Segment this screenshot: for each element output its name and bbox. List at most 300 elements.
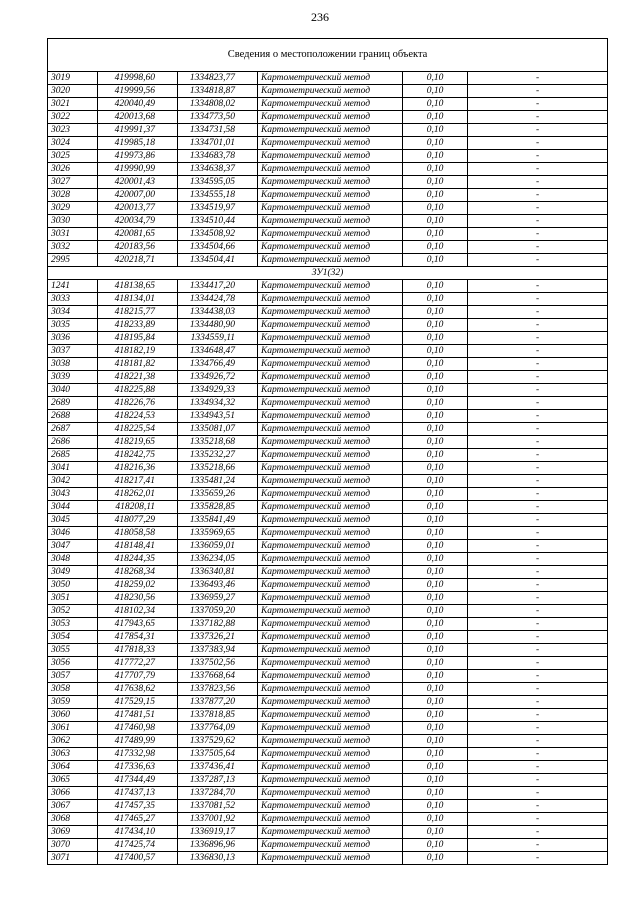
point-number: 2995 bbox=[48, 254, 98, 267]
table-row bbox=[48, 592, 608, 605]
description-cell: - bbox=[468, 709, 608, 722]
method-cell: Картометрический метод bbox=[258, 228, 403, 241]
error-cell: 0,10 bbox=[403, 111, 468, 124]
method-cell: Картометрический метод bbox=[258, 566, 403, 579]
error-cell: 0,10 bbox=[403, 228, 468, 241]
point-number: 2689 bbox=[48, 397, 98, 410]
error-cell: 0,10 bbox=[403, 592, 468, 605]
coordinate-x: 417332,98 bbox=[98, 748, 178, 761]
coordinate-y: 1334701,01 bbox=[178, 137, 258, 150]
table-row bbox=[48, 293, 608, 306]
coordinate-x: 420034,79 bbox=[98, 215, 178, 228]
error-cell: 0,10 bbox=[403, 540, 468, 553]
error-cell: 0,10 bbox=[403, 709, 468, 722]
coordinate-x: 419985,18 bbox=[98, 137, 178, 150]
error-cell: 0,10 bbox=[403, 475, 468, 488]
table-row bbox=[48, 553, 608, 566]
coordinate-y: 1334595,05 bbox=[178, 176, 258, 189]
coordinate-x: 419999,56 bbox=[98, 85, 178, 98]
error-cell: 0,10 bbox=[403, 527, 468, 540]
coordinate-x: 417707,79 bbox=[98, 670, 178, 683]
coordinate-y: 1334424,78 bbox=[178, 293, 258, 306]
method-cell: Картометрический метод bbox=[258, 423, 403, 436]
point-number: 1241 bbox=[48, 280, 98, 293]
point-number: 3056 bbox=[48, 657, 98, 670]
coordinate-x: 417943,65 bbox=[98, 618, 178, 631]
coordinate-y: 1336959,27 bbox=[178, 592, 258, 605]
error-cell: 0,10 bbox=[403, 345, 468, 358]
point-number: 3023 bbox=[48, 124, 98, 137]
method-cell: Картометрический метод bbox=[258, 514, 403, 527]
method-cell: Картометрический метод bbox=[258, 241, 403, 254]
coordinate-x: 417434,10 bbox=[98, 826, 178, 839]
table-row bbox=[48, 85, 608, 98]
coordinate-y: 1334510,44 bbox=[178, 215, 258, 228]
error-cell: 0,10 bbox=[403, 293, 468, 306]
point-number: 3053 bbox=[48, 618, 98, 631]
description-cell: - bbox=[468, 540, 608, 553]
coordinate-x: 418217,41 bbox=[98, 475, 178, 488]
coordinate-y: 1335969,65 bbox=[178, 527, 258, 540]
coordinate-y: 1337081,52 bbox=[178, 800, 258, 813]
point-number: 3030 bbox=[48, 215, 98, 228]
point-number: 3033 bbox=[48, 293, 98, 306]
error-cell: 0,10 bbox=[403, 358, 468, 371]
coordinate-y: 1336340,81 bbox=[178, 566, 258, 579]
table-row bbox=[48, 358, 608, 371]
coordinate-y: 1334555,18 bbox=[178, 189, 258, 202]
coordinate-x: 418242,75 bbox=[98, 449, 178, 462]
method-cell: Картометрический метод bbox=[258, 254, 403, 267]
method-cell: Картометрический метод bbox=[258, 85, 403, 98]
point-number: 3034 bbox=[48, 306, 98, 319]
method-cell: Картометрический метод bbox=[258, 332, 403, 345]
method-cell: Картометрический метод bbox=[258, 852, 403, 865]
table-row bbox=[48, 228, 608, 241]
method-cell: Картометрический метод bbox=[258, 605, 403, 618]
description-cell: - bbox=[468, 501, 608, 514]
coordinate-x: 418244,35 bbox=[98, 553, 178, 566]
table-row bbox=[48, 189, 608, 202]
coordinate-y: 1337818,85 bbox=[178, 709, 258, 722]
coordinate-x: 417638,62 bbox=[98, 683, 178, 696]
description-cell: - bbox=[468, 670, 608, 683]
description-cell: - bbox=[468, 800, 608, 813]
method-cell: Картометрический метод bbox=[258, 397, 403, 410]
table-row bbox=[48, 475, 608, 488]
error-cell: 0,10 bbox=[403, 553, 468, 566]
point-number: 3067 bbox=[48, 800, 98, 813]
error-cell: 0,10 bbox=[403, 488, 468, 501]
table-row bbox=[48, 215, 608, 228]
description-cell: - bbox=[468, 722, 608, 735]
description-cell: - bbox=[468, 566, 608, 579]
point-number: 3024 bbox=[48, 137, 98, 150]
error-cell: 0,10 bbox=[403, 150, 468, 163]
coordinate-y: 1335841,49 bbox=[178, 514, 258, 527]
description-cell: - bbox=[468, 696, 608, 709]
point-number: 2688 bbox=[48, 410, 98, 423]
description-cell: - bbox=[468, 241, 608, 254]
method-cell: Картометрический метод bbox=[258, 215, 403, 228]
coordinate-y: 1334766,49 bbox=[178, 358, 258, 371]
error-cell: 0,10 bbox=[403, 826, 468, 839]
table-row bbox=[48, 852, 608, 865]
point-number: 3055 bbox=[48, 644, 98, 657]
point-number: 3052 bbox=[48, 605, 98, 618]
table-row bbox=[48, 826, 608, 839]
error-cell: 0,10 bbox=[403, 644, 468, 657]
table-row bbox=[48, 670, 608, 683]
point-number: 3069 bbox=[48, 826, 98, 839]
method-cell: Картометрический метод bbox=[258, 111, 403, 124]
coordinate-x: 417854,31 bbox=[98, 631, 178, 644]
error-cell: 0,10 bbox=[403, 423, 468, 436]
description-cell: - bbox=[468, 98, 608, 111]
point-number: 3054 bbox=[48, 631, 98, 644]
coordinate-y: 1337284,70 bbox=[178, 787, 258, 800]
description-cell: - bbox=[468, 228, 608, 241]
error-cell: 0,10 bbox=[403, 813, 468, 826]
coordinate-x: 419973,86 bbox=[98, 150, 178, 163]
coordinate-x: 417457,35 bbox=[98, 800, 178, 813]
description-cell: - bbox=[468, 254, 608, 267]
coordinate-y: 1334648,47 bbox=[178, 345, 258, 358]
description-cell: - bbox=[468, 293, 608, 306]
coordinate-y: 1334480,90 bbox=[178, 319, 258, 332]
table-row bbox=[48, 306, 608, 319]
point-number: 3058 bbox=[48, 683, 98, 696]
table-title-row bbox=[48, 39, 608, 72]
error-cell: 0,10 bbox=[403, 787, 468, 800]
method-cell: Картометрический метод bbox=[258, 358, 403, 371]
table-row bbox=[48, 605, 608, 618]
coordinate-x: 418102,34 bbox=[98, 605, 178, 618]
error-cell: 0,10 bbox=[403, 72, 468, 85]
coordinate-y: 1337182,88 bbox=[178, 618, 258, 631]
coordinate-x: 420081,65 bbox=[98, 228, 178, 241]
table-row bbox=[48, 410, 608, 423]
error-cell: 0,10 bbox=[403, 124, 468, 137]
point-number: 3062 bbox=[48, 735, 98, 748]
description-cell: - bbox=[468, 150, 608, 163]
point-number: 3065 bbox=[48, 774, 98, 787]
table-row bbox=[48, 644, 608, 657]
method-cell: Картометрический метод bbox=[258, 293, 403, 306]
table-row bbox=[48, 761, 608, 774]
description-cell: - bbox=[468, 449, 608, 462]
coordinate-y: 1334417,20 bbox=[178, 280, 258, 293]
coordinate-y: 1335218,68 bbox=[178, 436, 258, 449]
coordinate-y: 1337326,21 bbox=[178, 631, 258, 644]
coordinate-y: 1336919,17 bbox=[178, 826, 258, 839]
coordinate-x: 420183,56 bbox=[98, 241, 178, 254]
point-number: 3025 bbox=[48, 150, 98, 163]
table-row bbox=[48, 748, 608, 761]
coordinate-x: 419991,37 bbox=[98, 124, 178, 137]
point-number: 3026 bbox=[48, 163, 98, 176]
table-row bbox=[48, 579, 608, 592]
description-cell: - bbox=[468, 852, 608, 865]
description-cell: - bbox=[468, 371, 608, 384]
method-cell: Картометрический метод bbox=[258, 345, 403, 358]
description-cell: - bbox=[468, 644, 608, 657]
point-number: 3040 bbox=[48, 384, 98, 397]
description-cell: - bbox=[468, 748, 608, 761]
method-cell: Картометрический метод bbox=[258, 683, 403, 696]
coordinate-y: 1334731,58 bbox=[178, 124, 258, 137]
page-number: 236 bbox=[311, 10, 329, 24]
method-cell: Картометрический метод bbox=[258, 618, 403, 631]
error-cell: 0,10 bbox=[403, 189, 468, 202]
point-number: 3039 bbox=[48, 371, 98, 384]
table-row bbox=[48, 397, 608, 410]
coordinate-x: 417425,74 bbox=[98, 839, 178, 852]
method-cell: Картометрический метод bbox=[258, 722, 403, 735]
coordinate-x: 418181,82 bbox=[98, 358, 178, 371]
coordinate-y: 1337764,09 bbox=[178, 722, 258, 735]
error-cell: 0,10 bbox=[403, 631, 468, 644]
description-cell: - bbox=[468, 774, 608, 787]
coordinate-y: 1335218,66 bbox=[178, 462, 258, 475]
boundary-coordinates-table bbox=[47, 38, 608, 865]
point-number: 3037 bbox=[48, 345, 98, 358]
coordinate-x: 420040,49 bbox=[98, 98, 178, 111]
coordinate-y: 1334504,41 bbox=[178, 254, 258, 267]
table-row bbox=[48, 124, 608, 137]
method-cell: Картометрический метод bbox=[258, 449, 403, 462]
point-number: 3061 bbox=[48, 722, 98, 735]
point-number: 3019 bbox=[48, 72, 98, 85]
method-cell: Картометрический метод bbox=[258, 98, 403, 111]
description-cell: - bbox=[468, 683, 608, 696]
description-cell: - bbox=[468, 605, 608, 618]
table-row bbox=[48, 319, 608, 332]
table-row bbox=[48, 527, 608, 540]
description-cell: - bbox=[468, 319, 608, 332]
coordinate-x: 418259,02 bbox=[98, 579, 178, 592]
coordinate-x: 418134,01 bbox=[98, 293, 178, 306]
coordinate-x: 417465,27 bbox=[98, 813, 178, 826]
method-cell: Картометрический метод bbox=[258, 709, 403, 722]
table-row bbox=[48, 150, 608, 163]
coordinate-y: 1334808,02 bbox=[178, 98, 258, 111]
method-cell: Картометрический метод bbox=[258, 826, 403, 839]
method-cell: Картометрический метод bbox=[258, 462, 403, 475]
table-row bbox=[48, 800, 608, 813]
coordinate-x: 417489,99 bbox=[98, 735, 178, 748]
table-row bbox=[48, 98, 608, 111]
table-row bbox=[48, 735, 608, 748]
table-row bbox=[48, 202, 608, 215]
coordinate-x: 418268,34 bbox=[98, 566, 178, 579]
error-cell: 0,10 bbox=[403, 605, 468, 618]
method-cell: Картометрический метод bbox=[258, 540, 403, 553]
coordinate-y: 1337436,41 bbox=[178, 761, 258, 774]
coordinate-x: 418225,88 bbox=[98, 384, 178, 397]
description-cell: - bbox=[468, 735, 608, 748]
table-row bbox=[48, 384, 608, 397]
table-row bbox=[48, 436, 608, 449]
coordinate-y: 1334638,37 bbox=[178, 163, 258, 176]
method-cell: Картометрический метод bbox=[258, 657, 403, 670]
error-cell: 0,10 bbox=[403, 410, 468, 423]
point-number: 3035 bbox=[48, 319, 98, 332]
coordinate-x: 418182,19 bbox=[98, 345, 178, 358]
description-cell: - bbox=[468, 397, 608, 410]
error-cell: 0,10 bbox=[403, 176, 468, 189]
error-cell: 0,10 bbox=[403, 163, 468, 176]
coordinate-x: 418262,01 bbox=[98, 488, 178, 501]
method-cell: Картометрический метод bbox=[258, 280, 403, 293]
coordinate-x: 417460,98 bbox=[98, 722, 178, 735]
coordinate-x: 418195,84 bbox=[98, 332, 178, 345]
method-cell: Картометрический метод bbox=[258, 839, 403, 852]
method-cell: Картометрический метод bbox=[258, 787, 403, 800]
coordinate-x: 420013,68 bbox=[98, 111, 178, 124]
point-number: 3042 bbox=[48, 475, 98, 488]
description-cell: - bbox=[468, 553, 608, 566]
coordinate-x: 420001,43 bbox=[98, 176, 178, 189]
coordinate-x: 420007,00 bbox=[98, 189, 178, 202]
coordinate-x: 417529,15 bbox=[98, 696, 178, 709]
method-cell: Картометрический метод bbox=[258, 475, 403, 488]
description-cell: - bbox=[468, 72, 608, 85]
method-cell: Картометрический метод bbox=[258, 488, 403, 501]
point-number: 3029 bbox=[48, 202, 98, 215]
description-cell: - bbox=[468, 813, 608, 826]
error-cell: 0,10 bbox=[403, 579, 468, 592]
method-cell: Картометрический метод bbox=[258, 410, 403, 423]
table-row bbox=[48, 839, 608, 852]
table-row bbox=[48, 813, 608, 826]
coordinate-y: 1334683,78 bbox=[178, 150, 258, 163]
table-row bbox=[48, 449, 608, 462]
error-cell: 0,10 bbox=[403, 657, 468, 670]
table-row bbox=[48, 657, 608, 670]
coordinate-y: 1336493,46 bbox=[178, 579, 258, 592]
coordinate-x: 418233,89 bbox=[98, 319, 178, 332]
point-number: 3046 bbox=[48, 527, 98, 540]
description-cell: - bbox=[468, 124, 608, 137]
error-cell: 0,10 bbox=[403, 384, 468, 397]
table-row bbox=[48, 163, 608, 176]
table-row bbox=[48, 254, 608, 267]
coordinate-y: 1334508,92 bbox=[178, 228, 258, 241]
coordinate-x: 418208,11 bbox=[98, 501, 178, 514]
table-row bbox=[48, 462, 608, 475]
table-row bbox=[48, 787, 608, 800]
table-row bbox=[48, 488, 608, 501]
method-cell: Картометрический метод bbox=[258, 189, 403, 202]
coordinate-y: 1334438,03 bbox=[178, 306, 258, 319]
coordinate-y: 1335659,26 bbox=[178, 488, 258, 501]
error-cell: 0,10 bbox=[403, 852, 468, 865]
point-number: 3051 bbox=[48, 592, 98, 605]
description-cell: - bbox=[468, 306, 608, 319]
error-cell: 0,10 bbox=[403, 566, 468, 579]
method-cell: Картометрический метод bbox=[258, 579, 403, 592]
coordinate-x: 417481,51 bbox=[98, 709, 178, 722]
point-number: 3031 bbox=[48, 228, 98, 241]
method-cell: Картометрический метод bbox=[258, 306, 403, 319]
table-row bbox=[48, 423, 608, 436]
error-cell: 0,10 bbox=[403, 670, 468, 683]
point-number: 3071 bbox=[48, 852, 98, 865]
table-row bbox=[48, 111, 608, 124]
coordinate-y: 1337668,64 bbox=[178, 670, 258, 683]
error-cell: 0,10 bbox=[403, 800, 468, 813]
description-cell: - bbox=[468, 410, 608, 423]
error-cell: 0,10 bbox=[403, 241, 468, 254]
coordinate-x: 419998,60 bbox=[98, 72, 178, 85]
description-cell: - bbox=[468, 189, 608, 202]
point-number: 2687 bbox=[48, 423, 98, 436]
coordinate-x: 417336,63 bbox=[98, 761, 178, 774]
table-row bbox=[48, 683, 608, 696]
description-cell: - bbox=[468, 592, 608, 605]
coordinate-y: 1337383,94 bbox=[178, 644, 258, 657]
coordinate-y: 1337502,56 bbox=[178, 657, 258, 670]
point-number: 3049 bbox=[48, 566, 98, 579]
error-cell: 0,10 bbox=[403, 280, 468, 293]
table-row bbox=[48, 696, 608, 709]
error-cell: 0,10 bbox=[403, 397, 468, 410]
description-cell: - bbox=[468, 358, 608, 371]
method-cell: Картометрический метод bbox=[258, 137, 403, 150]
description-cell: - bbox=[468, 488, 608, 501]
coordinate-y: 1337059,20 bbox=[178, 605, 258, 618]
coordinate-y: 1334929,33 bbox=[178, 384, 258, 397]
method-cell: Картометрический метод bbox=[258, 72, 403, 85]
error-cell: 0,10 bbox=[403, 202, 468, 215]
method-cell: Картометрический метод bbox=[258, 150, 403, 163]
coordinate-x: 418230,56 bbox=[98, 592, 178, 605]
coordinate-y: 1336234,05 bbox=[178, 553, 258, 566]
point-number: 3050 bbox=[48, 579, 98, 592]
error-cell: 0,10 bbox=[403, 306, 468, 319]
description-cell: - bbox=[468, 475, 608, 488]
point-number: 3028 bbox=[48, 189, 98, 202]
method-cell: Картометрический метод bbox=[258, 202, 403, 215]
description-cell: - bbox=[468, 436, 608, 449]
method-cell: Картометрический метод bbox=[258, 553, 403, 566]
point-number: 3044 bbox=[48, 501, 98, 514]
description-cell: - bbox=[468, 618, 608, 631]
point-number: 2686 bbox=[48, 436, 98, 449]
coordinate-x: 417344,49 bbox=[98, 774, 178, 787]
table-row bbox=[48, 540, 608, 553]
error-cell: 0,10 bbox=[403, 215, 468, 228]
error-cell: 0,10 bbox=[403, 839, 468, 852]
description-cell: - bbox=[468, 163, 608, 176]
method-cell: Картометрический метод bbox=[258, 800, 403, 813]
point-number: 3036 bbox=[48, 332, 98, 345]
table-row bbox=[48, 722, 608, 735]
description-cell: - bbox=[468, 423, 608, 436]
coordinate-y: 1334818,87 bbox=[178, 85, 258, 98]
description-cell: - bbox=[468, 332, 608, 345]
description-cell: - bbox=[468, 137, 608, 150]
description-cell: - bbox=[468, 462, 608, 475]
description-cell: - bbox=[468, 761, 608, 774]
method-cell: Картометрический метод bbox=[258, 748, 403, 761]
error-cell: 0,10 bbox=[403, 436, 468, 449]
description-cell: - bbox=[468, 176, 608, 189]
error-cell: 0,10 bbox=[403, 722, 468, 735]
coordinate-y: 1336896,96 bbox=[178, 839, 258, 852]
coordinate-x: 418138,65 bbox=[98, 280, 178, 293]
